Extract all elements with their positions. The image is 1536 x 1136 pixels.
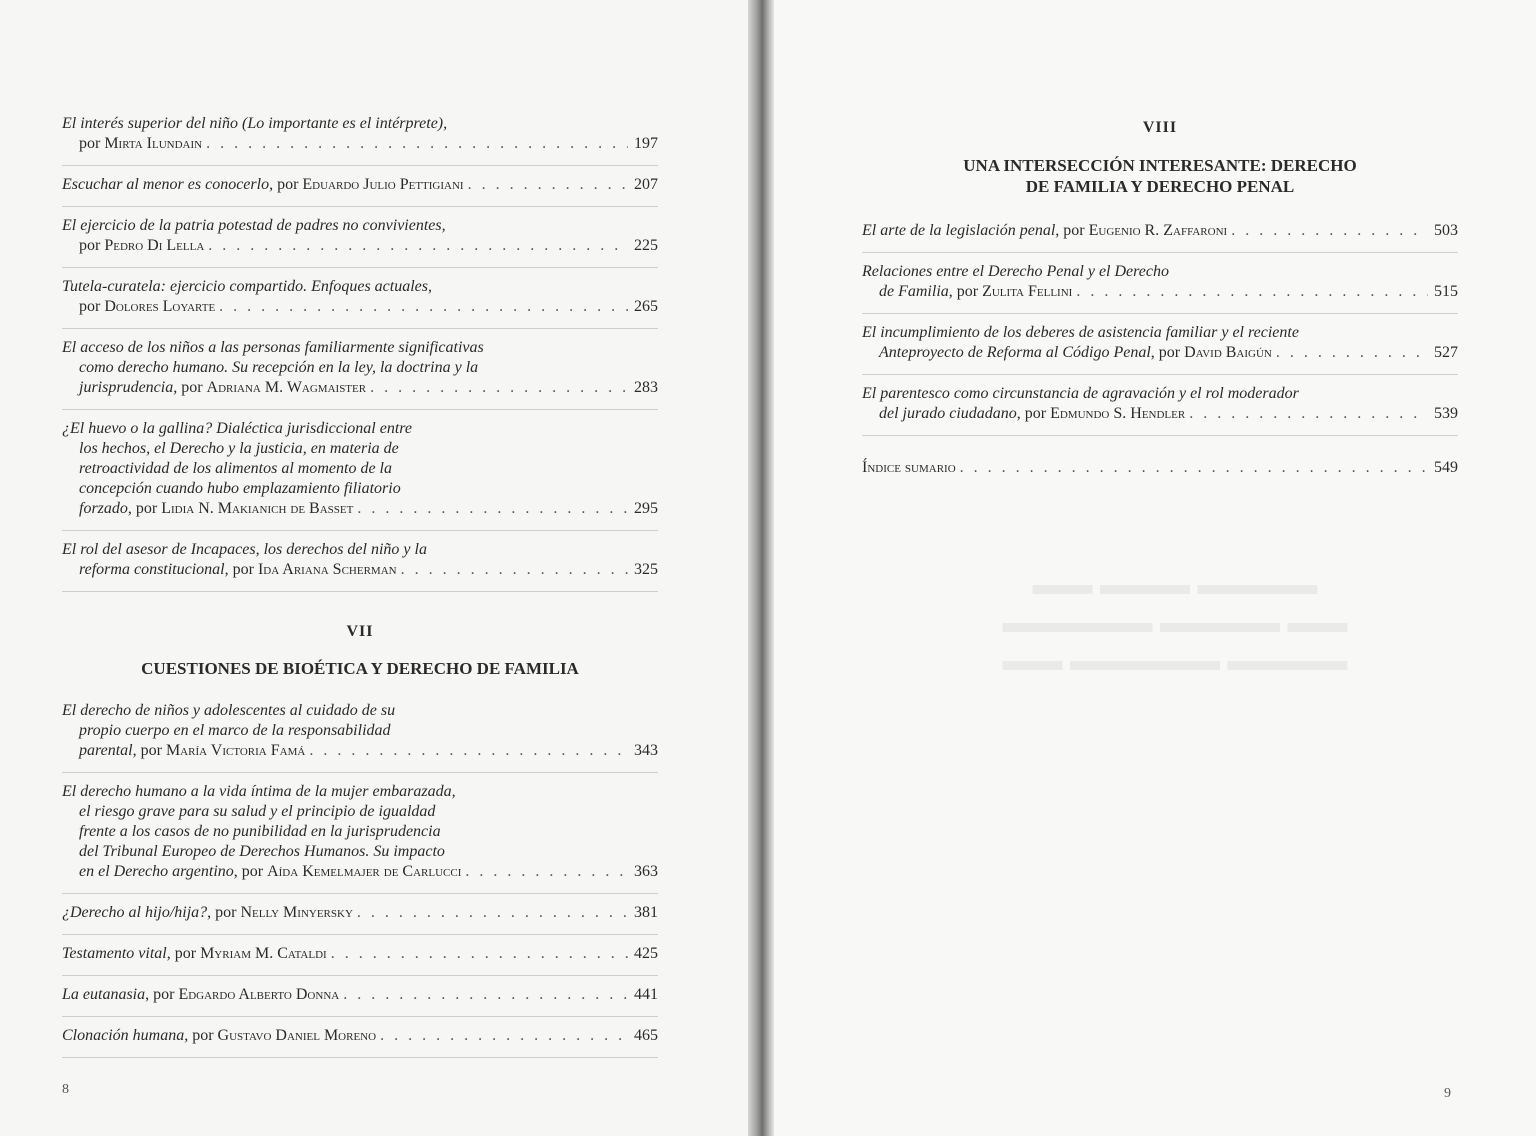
by-label: por xyxy=(79,298,105,315)
entry-title-line: Tutela-curatela: ejercicio compartido. Enfoques actuales, xyxy=(62,278,432,295)
entry-title: jurisprudencia xyxy=(79,379,174,396)
toc-entry xyxy=(862,384,1458,436)
author-name: Edmundo S. Hendler xyxy=(1050,405,1186,422)
entry-title: Escuchar al menor es conocerlo xyxy=(62,176,270,193)
leader-dots xyxy=(960,458,1428,478)
toc-entry xyxy=(62,1026,658,1058)
page-ref: 225 xyxy=(634,237,658,254)
entry-title: reforma constitucional xyxy=(79,561,225,578)
author-name: Gustavo Daniel Moreno xyxy=(217,1027,377,1044)
toc-entry xyxy=(62,782,658,894)
entry-title-line: frente a los casos de no punibilidad en la jurisprudencia xyxy=(79,823,441,840)
leader-dots xyxy=(1076,282,1428,302)
entry-title: Clonación humana xyxy=(62,1027,185,1044)
by-label: , por xyxy=(207,904,241,921)
page-ref: 549 xyxy=(1434,459,1458,476)
toc-entry xyxy=(62,277,658,329)
author-name: Eduardo Julio Pettigiani xyxy=(302,176,464,193)
author-name: Mirta Ilundain xyxy=(104,135,203,152)
page-ref: 265 xyxy=(634,298,658,315)
leader-dots xyxy=(380,1026,628,1046)
leader-dots xyxy=(309,741,628,761)
toc-entry xyxy=(62,701,658,773)
author-name: María Victoria Famá xyxy=(165,742,306,759)
section-viii xyxy=(862,118,1458,197)
index-entry xyxy=(862,458,1458,489)
leader-dots xyxy=(1189,404,1428,424)
leader-dots xyxy=(1231,221,1428,241)
entry-title: Anteproyecto de Reforma al Código Penal xyxy=(879,344,1151,361)
author-name: Ida Ariana Scherman xyxy=(257,561,397,578)
entry-title-line: ¿El huevo o la gallina? Dialéctica jurisdiccional entre xyxy=(62,420,413,437)
author-name: Adriana M. Wagmaister xyxy=(206,379,367,396)
page-ref: 425 xyxy=(634,945,658,962)
entry-title: en el Derecho argentino xyxy=(79,863,234,880)
author-name: Edgardo Alberto Donna xyxy=(178,986,340,1003)
page-ref: 381 xyxy=(634,904,658,921)
toc-entry xyxy=(62,540,658,592)
page-ref: 343 xyxy=(634,742,658,759)
by-label: , por xyxy=(166,945,201,962)
page-ref: 197 xyxy=(634,135,658,152)
by-label: , por xyxy=(145,986,179,1003)
entry-title: ¿Derecho al hijo/hija? xyxy=(62,904,208,921)
section-vii xyxy=(62,622,658,679)
toc-entry xyxy=(62,114,658,166)
entry-title: parental xyxy=(79,742,133,759)
entry-title: forzado xyxy=(79,500,128,517)
by-label: , por xyxy=(132,742,166,759)
leader-dots xyxy=(343,985,628,1005)
page-ref: 515 xyxy=(1434,283,1458,300)
by-label: por xyxy=(79,135,105,152)
leader-dots xyxy=(468,175,628,195)
toc-entry xyxy=(862,262,1458,314)
author-name: David Baigún xyxy=(1184,344,1272,361)
left-toc xyxy=(62,114,658,1067)
entry-title-line: del Tribunal Europeo de Derechos Humanos. Su impacto xyxy=(79,843,445,860)
page-ref: 207 xyxy=(634,176,658,193)
toc-entry xyxy=(62,338,658,410)
author-name: Aída Kemelmajer de Carlucci xyxy=(267,863,462,880)
by-label: , por xyxy=(233,863,268,880)
entry-title-line: El interés superior del niño (Lo importante es el intérprete), xyxy=(62,115,448,132)
by-label: , por xyxy=(224,561,258,578)
entry-title-line: como derecho humano. Su recepción en la ley, la doctrina y la xyxy=(79,359,479,376)
page-number-left: 8 xyxy=(62,1082,69,1097)
leader-dots xyxy=(206,134,628,154)
toc-entry xyxy=(62,903,658,935)
by-label: , por xyxy=(269,176,303,193)
toc-entry xyxy=(862,323,1458,375)
by-label: , por xyxy=(173,379,207,396)
leader-dots xyxy=(401,560,628,580)
leader-dots xyxy=(219,297,628,317)
book-gutter xyxy=(748,0,774,1136)
entry-title-line: retroactividad de los alimentos al momento de la xyxy=(79,460,392,477)
by-label: , por xyxy=(1055,222,1089,239)
leader-dots xyxy=(331,944,628,964)
by-label: , por xyxy=(184,1027,218,1044)
author-name: Myriam M. Cataldi xyxy=(200,945,327,962)
leader-dots xyxy=(357,903,628,923)
page-ref: 503 xyxy=(1434,222,1458,239)
leader-dots xyxy=(370,378,628,398)
toc-entry xyxy=(862,221,1458,253)
toc-entry xyxy=(62,985,658,1017)
entry-title-line: concepción cuando hubo emplazamiento filiatorio xyxy=(79,480,401,497)
author-name: Nelly Minyersky xyxy=(240,904,353,921)
toc-entry xyxy=(62,944,658,976)
entry-title-line: el riesgo grave para su salud y el principio de igualdad xyxy=(79,803,436,820)
by-label: , por xyxy=(1150,344,1185,361)
section-title-line: DE FAMILIA Y DERECHO PENAL xyxy=(1025,177,1295,196)
page-ref: 363 xyxy=(634,863,658,880)
leader-dots xyxy=(357,499,628,519)
entry-title-line: El acceso de los niños a las personas familiarmente significativas xyxy=(62,339,484,356)
leader-dots xyxy=(465,862,628,882)
by-label: , por xyxy=(1016,405,1051,422)
show-through-text: ▬▬ ▬▬▬ ▬▬▬▬ ▬▬▬▬▬ ▬▬▬▬ ▬▬ ▬▬ ▬▬▬▬▬ ▬▬▬▬ xyxy=(1002,568,1348,677)
section-number: VIII xyxy=(1142,119,1178,136)
page-ref: 325 xyxy=(634,561,658,578)
entry-title: de Familia xyxy=(879,283,949,300)
toc-entry xyxy=(62,216,658,268)
entry-title: El arte de la legislación penal xyxy=(862,222,1056,239)
page-ref: 527 xyxy=(1434,344,1458,361)
author-name: Eugenio R. Zaffaroni xyxy=(1088,222,1228,239)
section-title: CUESTIONES DE BIOÉTICA Y DERECHO DE FAMILIA xyxy=(141,659,579,678)
entry-title-line: propio cuerpo en el marco de la responsabilidad xyxy=(79,722,391,739)
author-name: Dolores Loyarte xyxy=(104,298,216,315)
author-name: Lidia N. Makianich de Basset xyxy=(161,500,354,517)
leader-dots xyxy=(208,236,628,256)
right-toc xyxy=(862,118,1458,498)
author-name: Zulita Fellini xyxy=(982,283,1073,300)
author-name: Pedro Di Lella xyxy=(104,237,205,254)
index-label: Índice sumario xyxy=(862,459,956,476)
entry-title-line: El incumplimiento de los deberes de asistencia familiar y el reciente xyxy=(862,324,1299,341)
entry-title-line: El rol del asesor de Incapaces, los derechos del niño y la xyxy=(62,541,427,558)
leader-dots xyxy=(1276,343,1428,363)
section-number: VII xyxy=(346,623,374,640)
by-label: , por xyxy=(948,283,983,300)
page-ref: 465 xyxy=(634,1027,658,1044)
page-ref: 295 xyxy=(634,500,658,517)
page-ref: 539 xyxy=(1434,405,1458,422)
toc-entry xyxy=(62,175,658,207)
by-label: por xyxy=(79,237,105,254)
entry-title: La eutanasia xyxy=(62,986,146,1003)
page-ref: 441 xyxy=(634,986,658,1003)
entry-title-line: El parentesco como circunstancia de agravación y el rol moderador xyxy=(862,385,1299,402)
entry-title-line: El derecho humano a la vida íntima de la mujer embarazada, xyxy=(62,783,456,800)
toc-entry xyxy=(62,419,658,531)
entry-title: Testamento vital xyxy=(62,945,167,962)
entry-title-line: El derecho de niños y adolescentes al cuidado de su xyxy=(62,702,396,719)
entry-title: del jurado ciudadano xyxy=(879,405,1017,422)
entry-title-line: los hechos, el Derecho y la justicia, en materia de xyxy=(79,440,399,457)
by-label: , por xyxy=(127,500,162,517)
entry-title-line: El ejercicio de la patria potestad de padres no convivientes, xyxy=(62,217,446,234)
page-number-right: 9 xyxy=(1444,1086,1451,1101)
page-ref: 283 xyxy=(634,379,658,396)
section-title-line: UNA INTERSECCIÓN INTERESANTE: DERECHO xyxy=(963,156,1357,175)
entry-title-line: Relaciones entre el Derecho Penal y el Derecho xyxy=(862,263,1169,280)
